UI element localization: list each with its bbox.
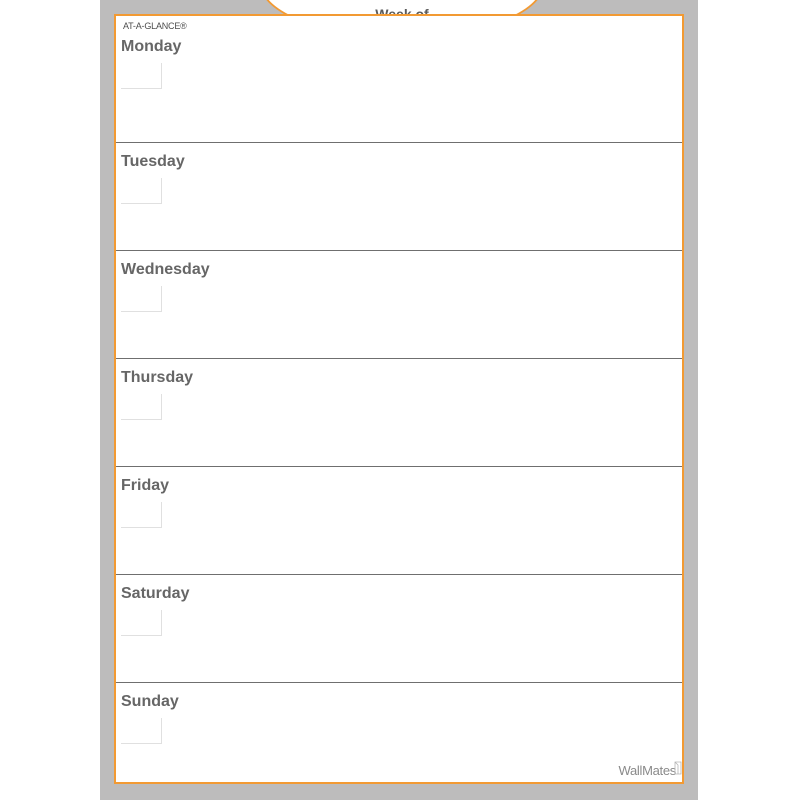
- date-box[interactable]: [121, 286, 162, 312]
- wallmates-mark-icon: [674, 761, 682, 775]
- day-label: Wednesday: [121, 261, 210, 278]
- day-row-thursday[interactable]: [116, 359, 682, 467]
- wallmates-logo-text: WallMates: [618, 763, 676, 778]
- day-row-monday[interactable]: [116, 16, 682, 143]
- date-box[interactable]: [121, 394, 162, 420]
- day-label: Tuesday: [121, 153, 185, 170]
- date-box[interactable]: [121, 718, 162, 744]
- day-row-saturday[interactable]: [116, 575, 682, 683]
- wall-planner-board: [100, 0, 698, 800]
- day-row-sunday[interactable]: [116, 683, 682, 782]
- date-box[interactable]: [121, 610, 162, 636]
- brand-logo: AT-A-GLANCE®: [123, 21, 187, 31]
- day-label: Friday: [121, 477, 170, 494]
- day-label: Saturday: [121, 585, 190, 602]
- date-box[interactable]: [121, 502, 162, 528]
- weekly-planner-panel: [114, 14, 684, 784]
- day-label: Sunday: [121, 693, 179, 710]
- day-label: Monday: [121, 38, 182, 55]
- day-row-wednesday[interactable]: [116, 251, 682, 359]
- day-row-friday[interactable]: [116, 467, 682, 575]
- day-label: Thursday: [121, 369, 194, 386]
- day-row-tuesday[interactable]: [116, 143, 682, 251]
- wallmates-logo: [619, 763, 677, 778]
- date-box[interactable]: [121, 178, 162, 204]
- date-box[interactable]: [121, 63, 162, 89]
